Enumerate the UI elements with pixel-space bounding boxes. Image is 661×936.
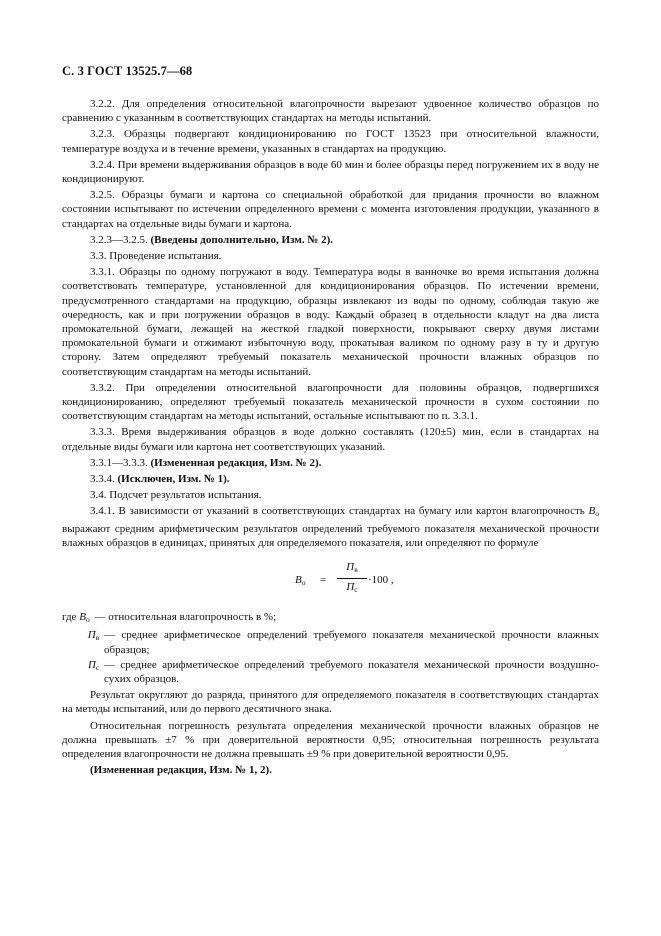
formula-subscript: о xyxy=(301,578,306,588)
paragraph-3-2-4: 3.2.4. При времени выдерживания образцов в воде 60 мин и более образцы перед погружением их в воду не кондиционируют. xyxy=(62,158,599,186)
legend-row xyxy=(62,610,599,627)
fraction-denominator xyxy=(337,579,367,597)
amendment-note-3-2 xyxy=(62,233,599,247)
paragraph-3-3-2: 3.3.2. При определении относительной влагопрочности для половины образцов, подвергшихся кондиционированию, определяют требуемый показатель механической прочности в сухом состоянии по соответствующим стандартам на методы испытаний, остальные испытывают по п. 3.3.1. xyxy=(62,381,599,423)
legend-text: — среднее арифметическое определений требуемого показателя механической прочности воздушно-сухих образцов. xyxy=(104,658,599,685)
rounding-paragraph: Результат округляют до разряда, принятого для определяемого показателя в соответствующих стандартах на методы испытаний, или до первого десятичного знака. xyxy=(62,689,599,716)
amendment-ref: 3.2.3—3.2.5. xyxy=(90,233,151,246)
formula-multiplier: ·100 , xyxy=(368,574,394,587)
legend-row xyxy=(62,658,599,686)
exclusion-text: (Исключен, Изм. № 1). xyxy=(117,473,230,486)
amendment-ref: 3.3.1—3.3.3. xyxy=(90,456,151,469)
formula-subscript: в xyxy=(354,565,358,575)
legend-symbol-cell xyxy=(62,628,104,645)
error-paragraph: Относительная погрешность результата определения механической прочности влажных образцов не должна превышать ±7 % при доверительной вероятности 0,95; относительная погрешность результата определения влагопрочности не должна превышать ±9 % при доверительной вероятности 0,95. xyxy=(62,719,599,760)
legend-symbol: В xyxy=(79,611,86,624)
formula-symbol: В xyxy=(295,574,302,587)
text-run: выражают средним арифметическим результатов определений требуемого показателя механической прочности влажных образцов в единицах, принятых для определяемого показателя, или определяют по формуле xyxy=(62,522,599,549)
section-3-4-title: 3.4. Подсчет результатов испытания. xyxy=(90,489,262,502)
page-header: С. 3 ГОСТ 13525.7—68 xyxy=(62,64,193,78)
legend-symbol-cell xyxy=(62,658,104,675)
formula xyxy=(62,560,599,604)
legend-intro-word: где xyxy=(62,611,77,624)
paragraph-3-3-1: 3.3.1. Образцы по одному погружают в воду. Температура воды в ванночке во время испытания должна соответствовать температуре, установленной для кондиционирования образцов. По истечении времени, предусмотренного стандартами на продукцию, образцы извлекают из воды по одному, соблюдая такую же очередность, как и при погружении образцов в воду. Каждый образец в отдельности кладут на два листа промокательной бумаги, лежащей на жесткой гладкой поверхности, покрывают сверху двумя листами промокательной бумаги и отжимают избыточную воду, прокатывая валиком по одному разу в ту и другую сторону. Затем определяют требуемый показатель механической прочности влажных образцов по соответствующим стандартам на методы испытаний. xyxy=(62,266,599,378)
legend-row xyxy=(62,628,599,656)
legend-text: — среднее арифметическое определений требуемого показателя механической прочности влажных образцов; xyxy=(104,629,599,656)
paragraph-3-3-4 xyxy=(62,472,599,486)
amendment-text: (Введены дополнительно, Изм. № 2). xyxy=(150,233,334,246)
section-3-3-title: 3.3. Проведение испытания. xyxy=(90,250,222,263)
paragraph-3-2-2: 3.2.2. Для определения относительной влагопрочности вырезают удвоенное количество образцов по сравнению с указанным в соответствующих стандартах на методы испытаний. xyxy=(62,98,599,125)
paragraph-3-3-3: 3.3.3. Время выдерживания образцов в воде должно составлять (120±5) мин, если в стандартах на отдельные виды бумаги или картона нет соответствующих указаний. xyxy=(62,426,599,453)
amendment-note-3-3 xyxy=(62,456,599,470)
legend-intro xyxy=(62,610,94,627)
symbol-subscript: о xyxy=(595,509,599,519)
document-body xyxy=(62,97,599,779)
formula-lhs xyxy=(295,573,305,590)
legend-subscript: с xyxy=(95,662,100,672)
amendment-text: (Измененная редакция, Изм. № 2). xyxy=(150,456,322,469)
amendment-text: (Измененная редакция, Изм. № 1, 2). xyxy=(90,764,272,777)
legend-symbol: П xyxy=(87,629,96,642)
formula-subscript: с xyxy=(354,585,358,595)
legend-symbol: П xyxy=(87,658,96,671)
legend-text: — относительная влагопрочность в %; xyxy=(94,611,277,624)
text-run: 3.4.1. В зависимости от указаний в соответствующих стандартах на бумагу или картон влагопрочность xyxy=(90,505,589,518)
formula-symbol: П xyxy=(346,581,355,594)
legend-subscript: в xyxy=(95,633,100,643)
paragraph-3-4-1 xyxy=(62,504,599,550)
fraction-numerator xyxy=(337,560,367,579)
paragraph-ref: 3.3.4. xyxy=(90,473,118,486)
legend-subscript: о xyxy=(85,615,90,625)
paragraph-3-2-3: 3.2.3. Образцы подвергают кондиционированию по ГОСТ 13523 при относительной влажности, температуре воздуха и в течение времени, указанных в стандартах на продукцию. xyxy=(62,128,599,155)
formula-fraction xyxy=(337,560,367,597)
amendment-note-final xyxy=(62,763,599,777)
formula-equals: = xyxy=(320,574,327,587)
paragraph-3-2-5: 3.2.5. Образцы бумаги и картона со специальной обработкой для придания прочности во влажном состоянии испытывают по истечении определенного времени с момента изготовления продукции, указанного в стандартах на отдельные виды бумаги и картона. xyxy=(62,189,599,230)
symbol: В xyxy=(588,505,596,518)
formula-symbol: П xyxy=(346,561,355,574)
formula-legend xyxy=(62,610,599,686)
